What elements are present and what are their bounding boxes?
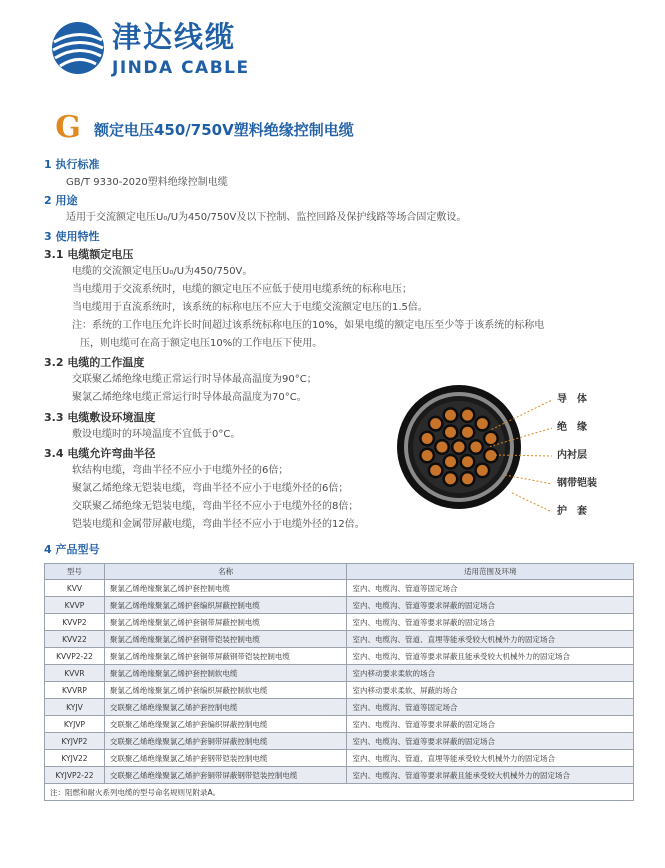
bending-radius-line: 聚氯乙烯绝缘无铠装电缆，弯曲半径不应小于电缆外径的6倍；: [72, 483, 349, 494]
cell-scope: 室内、电缆沟、管道等要求屏蔽的固定场合: [347, 733, 634, 750]
cell-name: 聚氯乙烯绝缘聚氯乙烯护套铜带屏蔽钢带铠装控制电缆: [104, 648, 347, 665]
cable-core-conductor: [445, 473, 456, 484]
table-row: [45, 767, 634, 784]
bending-radius-line: 铠装电缆和金属带屏蔽电缆，弯曲半径不应小于电缆外径的12倍。: [72, 519, 365, 530]
page-title: 额定电压450/750V塑料绝缘控制电缆: [94, 121, 354, 139]
cell-scope: 室内、电缆沟、管道、直埋等能承受较大机械外力的固定场合: [347, 750, 634, 767]
cell-name: 交联聚乙烯绝缘聚氯乙烯护套钢带铠装控制电缆: [104, 750, 347, 767]
heading-rated-voltage: 3.1 电缆额定电压: [44, 248, 134, 261]
cable-core-conductor: [462, 410, 473, 421]
cell-scope: 室内、电缆沟、管道等要求屏蔽的固定场合: [347, 716, 634, 733]
cell-scope: 室内、电缆沟、管道等要求屏蔽的固定场合: [347, 597, 634, 614]
cell-model: KVV22: [45, 631, 105, 648]
bending-radius-line: 交联聚乙烯绝缘无铠装电缆，弯曲半径不应小于电缆外径的8倍；: [72, 501, 359, 512]
cable-core-conductor: [471, 442, 482, 453]
heading-standard: 1 执行标准: [44, 158, 100, 171]
rated-voltage-line: 当电缆用于直流系统时，该系统的标称电压不应大于电缆交流额定电压的1.5倍。: [72, 302, 428, 313]
cell-model: KVVRP: [45, 682, 105, 699]
cell-model: KVVR: [45, 665, 105, 682]
cell-name: 交联聚乙烯绝缘聚氯乙烯护套编织屏蔽控制电缆: [104, 716, 347, 733]
cell-scope: 室内、电缆沟、管道、直埋等能承受较大机械外力的固定场合: [347, 631, 634, 648]
cable-core-conductor: [430, 418, 441, 429]
cell-model: KYJV22: [45, 750, 105, 767]
cell-name: 聚氯乙烯绝缘聚氯乙烯护套钢带铠装控制电缆: [104, 631, 347, 648]
ambient-temp-line: 敷设电缆时的环境温度不宜低于0°C。: [72, 429, 241, 440]
cable-core-conductor: [445, 427, 456, 438]
cell-name: 聚氯乙烯绝缘聚氯乙烯护套控制电缆: [104, 580, 347, 597]
working-temp-line: 聚氯乙烯绝缘电缆正常运行时导体最高温度为70°C。: [72, 392, 307, 403]
cell-model: KYJVP: [45, 716, 105, 733]
cell-scope: 室内移动要求柔软的场合: [347, 665, 634, 682]
cell-model: KYJVP2-22: [45, 767, 105, 784]
cable-label-conductor: 导 体: [557, 394, 587, 405]
cable-label-steel-tape: 钢带铠装: [557, 478, 597, 489]
cable-core-conductor: [462, 456, 473, 467]
table-row: [45, 699, 634, 716]
table-row: [45, 631, 634, 648]
cell-model: KVVP2: [45, 614, 105, 631]
table-row: [45, 648, 634, 665]
cable-core-conductor: [462, 473, 473, 484]
product-model-table: [44, 563, 634, 801]
cell-model: KVV: [45, 580, 105, 597]
heading-usage: 2 用途: [44, 194, 78, 207]
cable-label-sheath: 护 套: [557, 506, 587, 517]
cell-model: KYJV: [45, 699, 105, 716]
heading-characteristics: 3 使用特性: [44, 230, 100, 243]
rated-voltage-line: 电缆的交流额定电压U₀/U为450/750V。: [72, 266, 253, 277]
table-row: [45, 580, 634, 597]
cell-model: KVVP: [45, 597, 105, 614]
cell-name: 聚氯乙烯绝缘聚氯乙烯护套编织屏蔽控制电缆: [104, 597, 347, 614]
heading-bending-radius: 3.4 电缆允许弯曲半径: [44, 447, 156, 460]
table-row: [45, 716, 634, 733]
column-header-name: 名称: [104, 564, 347, 580]
cell-scope: 室内、电缆沟、管道等固定场合: [347, 580, 634, 597]
cable-leader-lines: [490, 395, 554, 520]
cell-name: 聚氯乙烯绝缘聚氯乙烯护套铜带屏蔽控制电缆: [104, 614, 347, 631]
cable-core-conductor: [477, 465, 488, 476]
heading-working-temperature: 3.2 电缆的工作温度: [44, 356, 145, 369]
heading-product-models: 4 产品型号: [44, 543, 100, 556]
usage-text: 适用于交流额定电压U₀/U为450/750V及以下控制、监控回路及保护线路等场合固定敷设。: [66, 212, 467, 223]
badge-letter: G: [55, 110, 81, 144]
cell-scope: 室内、电缆沟、管道等要求屏蔽的固定场合: [347, 614, 634, 631]
brand-name-en: JINDA CABLE: [112, 58, 250, 78]
column-header-model: 型号: [45, 564, 105, 580]
rated-voltage-line: 当电缆用于交流系统时，电缆的额定电压不应低于使用电缆系统的标称电压；: [72, 284, 412, 295]
table-row: [45, 614, 634, 631]
cell-name: 交联聚乙烯绝缘聚氯乙烯护套铜带屏蔽控制电缆: [104, 733, 347, 750]
working-temp-line: 交联聚乙烯绝缘电缆正常运行时导体最高温度为90°C；: [72, 374, 317, 385]
cable-core-conductor: [437, 442, 448, 453]
table-row: [45, 597, 634, 614]
cell-scope: 室内、电缆沟、管道等固定场合: [347, 699, 634, 716]
table-header-row: [45, 564, 634, 580]
cable-label-insulation: 绝 缘: [557, 422, 587, 433]
table-row: [45, 750, 634, 767]
jinda-logo-icon: [48, 18, 108, 78]
cable-core-conductor: [445, 410, 456, 421]
standard-text: GB/T 9330-2020塑料绝缘控制电缆: [66, 177, 228, 188]
table-note-row: [45, 784, 634, 801]
cell-name: 交联聚乙烯绝缘聚氯乙烯护套铜带屏蔽钢带铠装控制电缆: [104, 767, 347, 784]
cell-model: KYJVP2: [45, 733, 105, 750]
cable-core-conductor: [422, 450, 433, 461]
cell-scope: 室内、电缆沟、管道等要求屏蔽且能承受较大机械外力的固定场合: [347, 648, 634, 665]
cell-scope: 室内、电缆沟、管道等要求屏蔽且能承受较大机械外力的固定场合: [347, 767, 634, 784]
rated-voltage-note: 注：系统的工作电压允许长时间超过该系统标称电压的10%，如果电缆的额定电压至少等于该系统的标称电: [72, 320, 545, 331]
cell-name: 交联聚乙烯绝缘聚氯乙烯护套控制电缆: [104, 699, 347, 716]
cell-name: 聚氯乙烯绝缘聚氯乙烯护套编织屏蔽控制软电缆: [104, 682, 347, 699]
table-row: [45, 665, 634, 682]
cell-model: KVVP2-22: [45, 648, 105, 665]
cable-core-conductor: [454, 442, 465, 453]
bending-radius-line: 软结构电缆，弯曲半径不应小于电缆外径的6倍；: [72, 465, 289, 476]
table-note: 注：阻燃和耐火系列电缆的型号命名规则见附录A。: [45, 784, 634, 801]
cable-label-inner-lining: 内衬层: [557, 450, 587, 461]
column-header-scope: 适用范围及环境: [347, 564, 634, 580]
cable-core-conductor: [445, 456, 456, 467]
cable-core-conductor: [477, 418, 488, 429]
cell-scope: 室内移动要求柔软、屏蔽的场合: [347, 682, 634, 699]
cable-core-conductor: [462, 427, 473, 438]
section-badge-icon: [50, 108, 86, 144]
heading-ambient-temperature: 3.3 电缆敷设环境温度: [44, 411, 156, 424]
rated-voltage-note: 压，则电缆可在高于额定电压10%的工作电压下使用。: [80, 338, 323, 349]
cell-name: 聚氯乙烯绝缘聚氯乙烯护套控制软电缆: [104, 665, 347, 682]
brand-name-cn: 津达线缆: [112, 20, 237, 54]
table-row: [45, 682, 634, 699]
table-row: [45, 733, 634, 750]
cable-core-conductor: [430, 465, 441, 476]
cable-core-conductor: [422, 433, 433, 444]
